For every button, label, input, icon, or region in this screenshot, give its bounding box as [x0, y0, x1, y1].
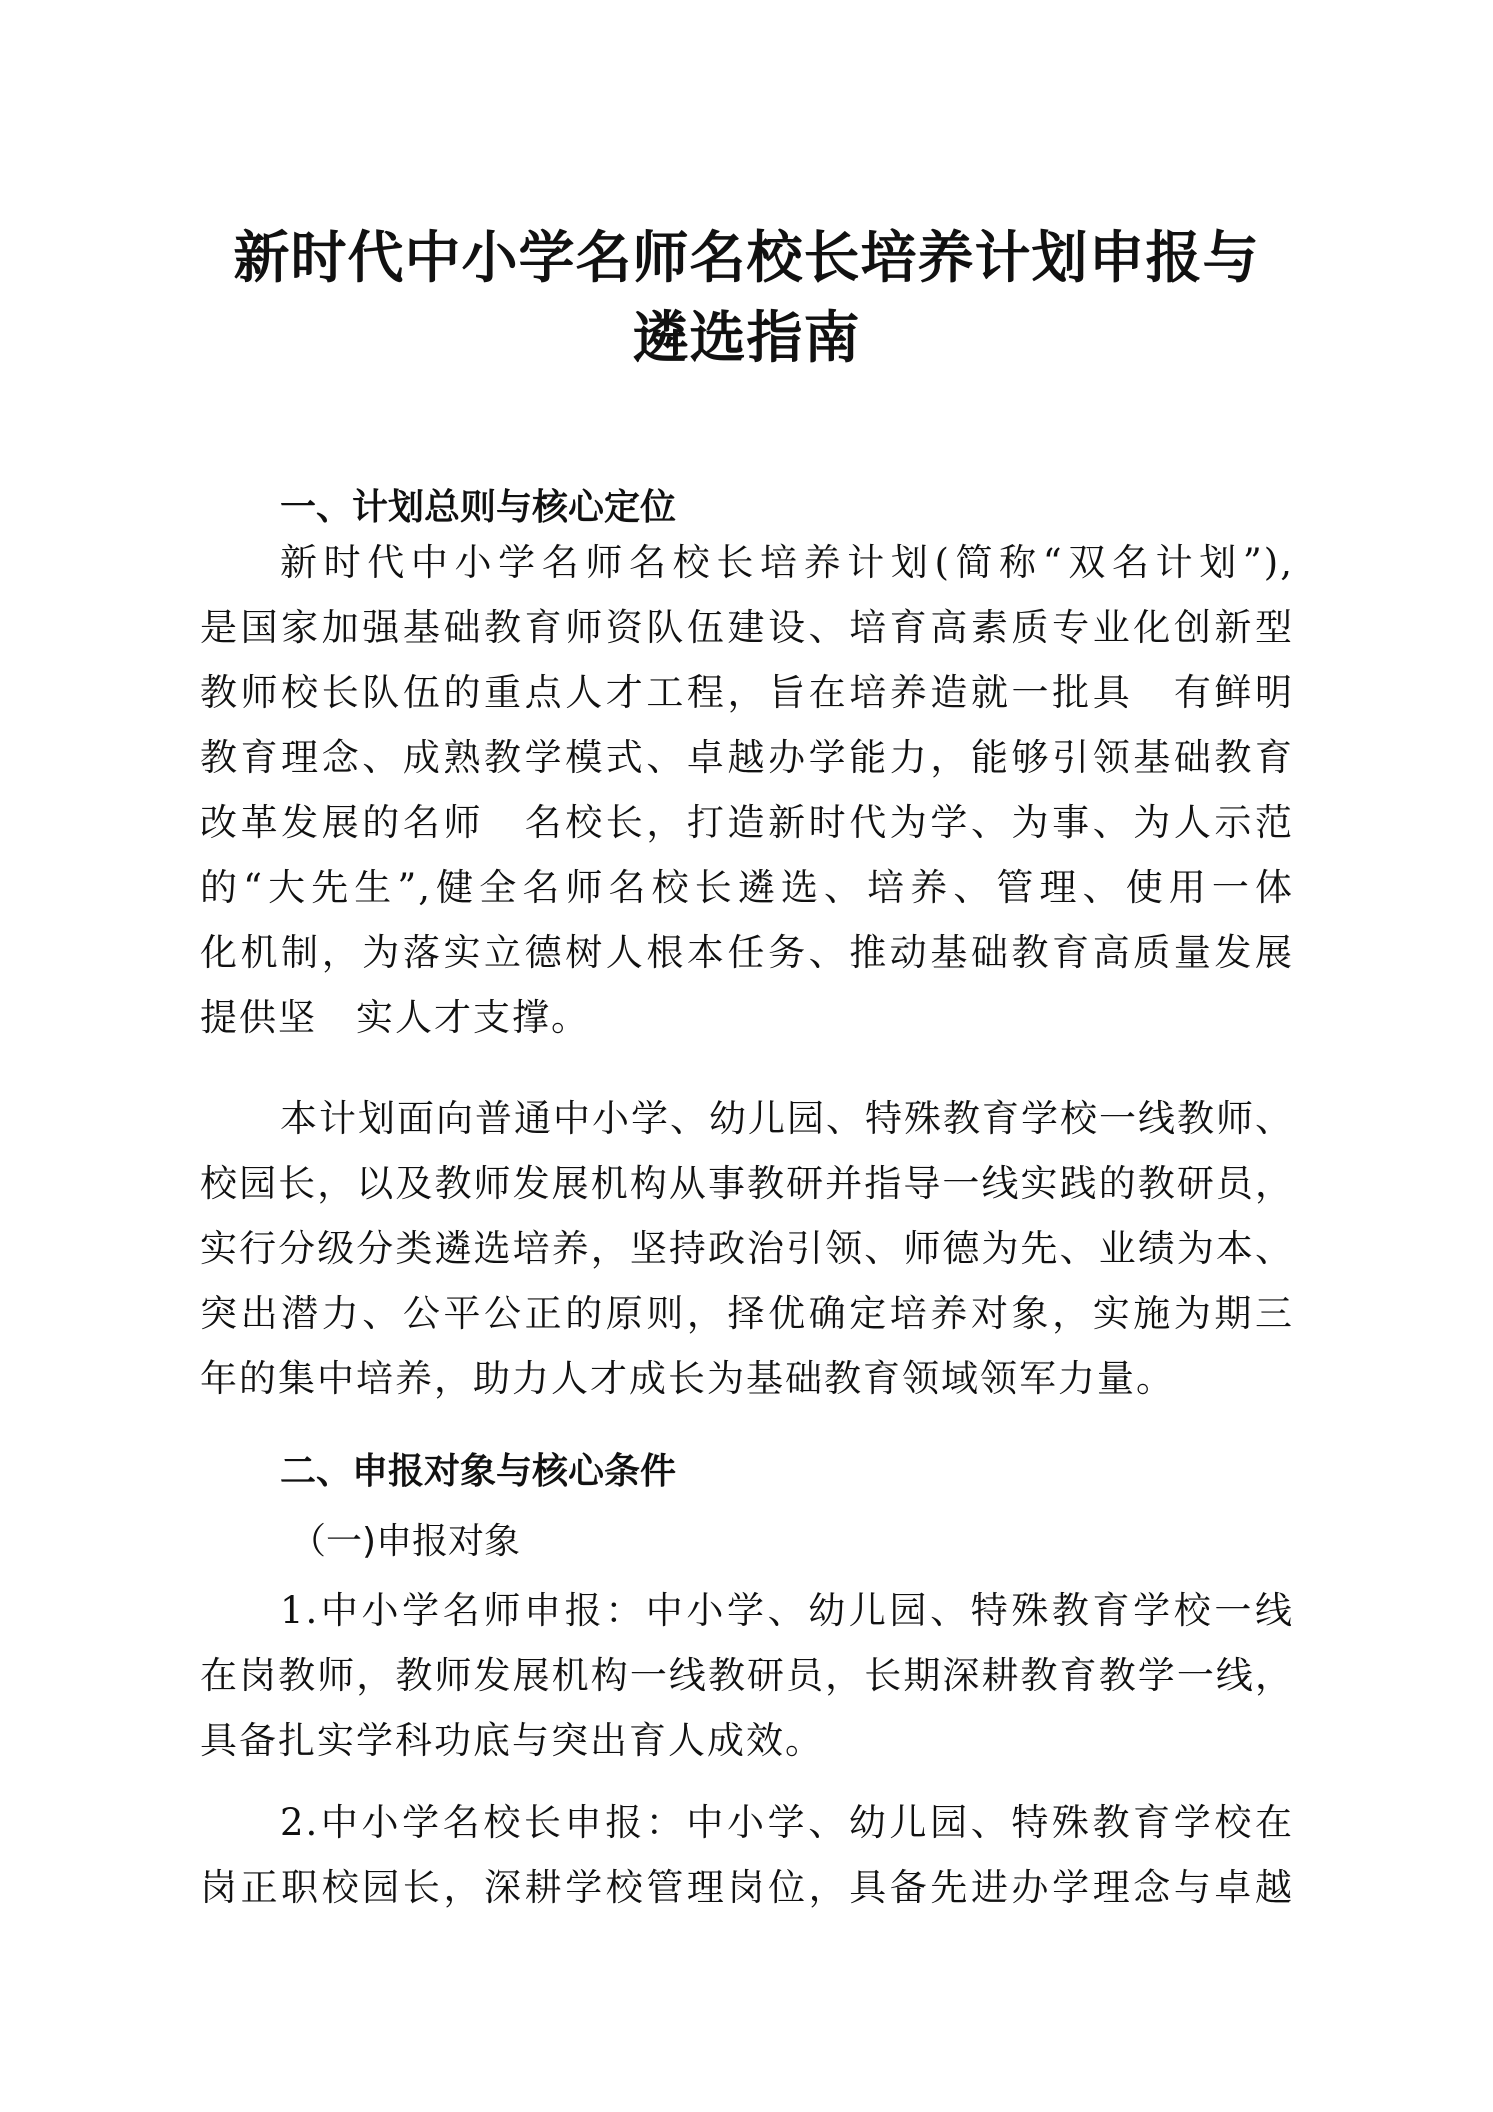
paragraph-line: 本计划面向普通中小学、幼儿园、特殊教育学校一线教师、: [280, 1097, 1294, 1140]
paragraph-line: 年的集中培养，助力人才成长为基础教育领域领军力量。: [200, 1357, 1175, 1400]
section-2-item-1: [200, 1578, 1294, 1773]
paragraph-line: 提供坚 实人才支撑。: [200, 996, 590, 1039]
paragraph-line: 校园长，以及教师发展机构从事教研并指导一线实践的教研员，: [200, 1162, 1294, 1205]
paragraph-line: 岗正职校园长，深耕学校管理岗位，具备先进办学理念与卓越: [200, 1866, 1294, 1909]
document-title-line-2: 遴选指南: [632, 305, 861, 371]
section-1-heading: 一、计划总则与核心定位: [280, 487, 677, 528]
paragraph-line: 化机制，为落实立德树人根本任务、推动基础教育高质量发展: [200, 931, 1294, 974]
paragraph-line: 新时代中小学名师名校长培养计划(简称“双名计划”),: [280, 541, 1294, 584]
paragraph-line: 教师校长队伍的重点人才工程，旨在培养造就一批具 有鲜明: [200, 671, 1294, 714]
paragraph-line: 突出潜力、公平公正的原则，择优确定培养对象，实施为期三: [200, 1292, 1294, 1335]
paragraph-line: 的“大先生”,健全名师名校长遴选、培养、管理、使用一体: [200, 866, 1294, 909]
paragraph-line: 实行分级分类遴选培养，坚持政治引领、师德为先、业绩为本、: [200, 1227, 1294, 1270]
paragraph-line: 改革发展的名师 名校长，打造新时代为学、为事、为人示范: [200, 801, 1294, 844]
paragraph-line: 在岗教师，教师发展机构一线教研员，长期深耕教育教学一线，: [200, 1654, 1294, 1697]
section-1-paragraph-1: [200, 530, 1294, 1050]
paragraph-line: 2.中小学名校长申报：中小学、幼儿园、特殊教育学校在: [280, 1801, 1294, 1844]
document-title-line-1: 新时代中小学名师名校长培养计划申报与: [233, 225, 1260, 291]
paragraph-line: 1.中小学名师申报：中小学、幼儿园、特殊教育学校一线: [280, 1589, 1294, 1632]
section-2-heading: 二、申报对象与核心条件: [280, 1451, 677, 1492]
section-2-item-2: [200, 1790, 1294, 1920]
paragraph-line: 是国家加强基础教育师资队伍建设、培育高素质专业化创新型: [200, 606, 1294, 649]
paragraph-line: 具备扎实学科功底与突出育人成效。: [200, 1719, 824, 1762]
section-1-paragraph-2: [200, 1086, 1294, 1411]
section-2-subheading: （一)申报对象: [290, 1521, 521, 1562]
paragraph-line: 教育理念、成熟教学模式、卓越办学能力，能够引领基础教育: [200, 736, 1294, 779]
